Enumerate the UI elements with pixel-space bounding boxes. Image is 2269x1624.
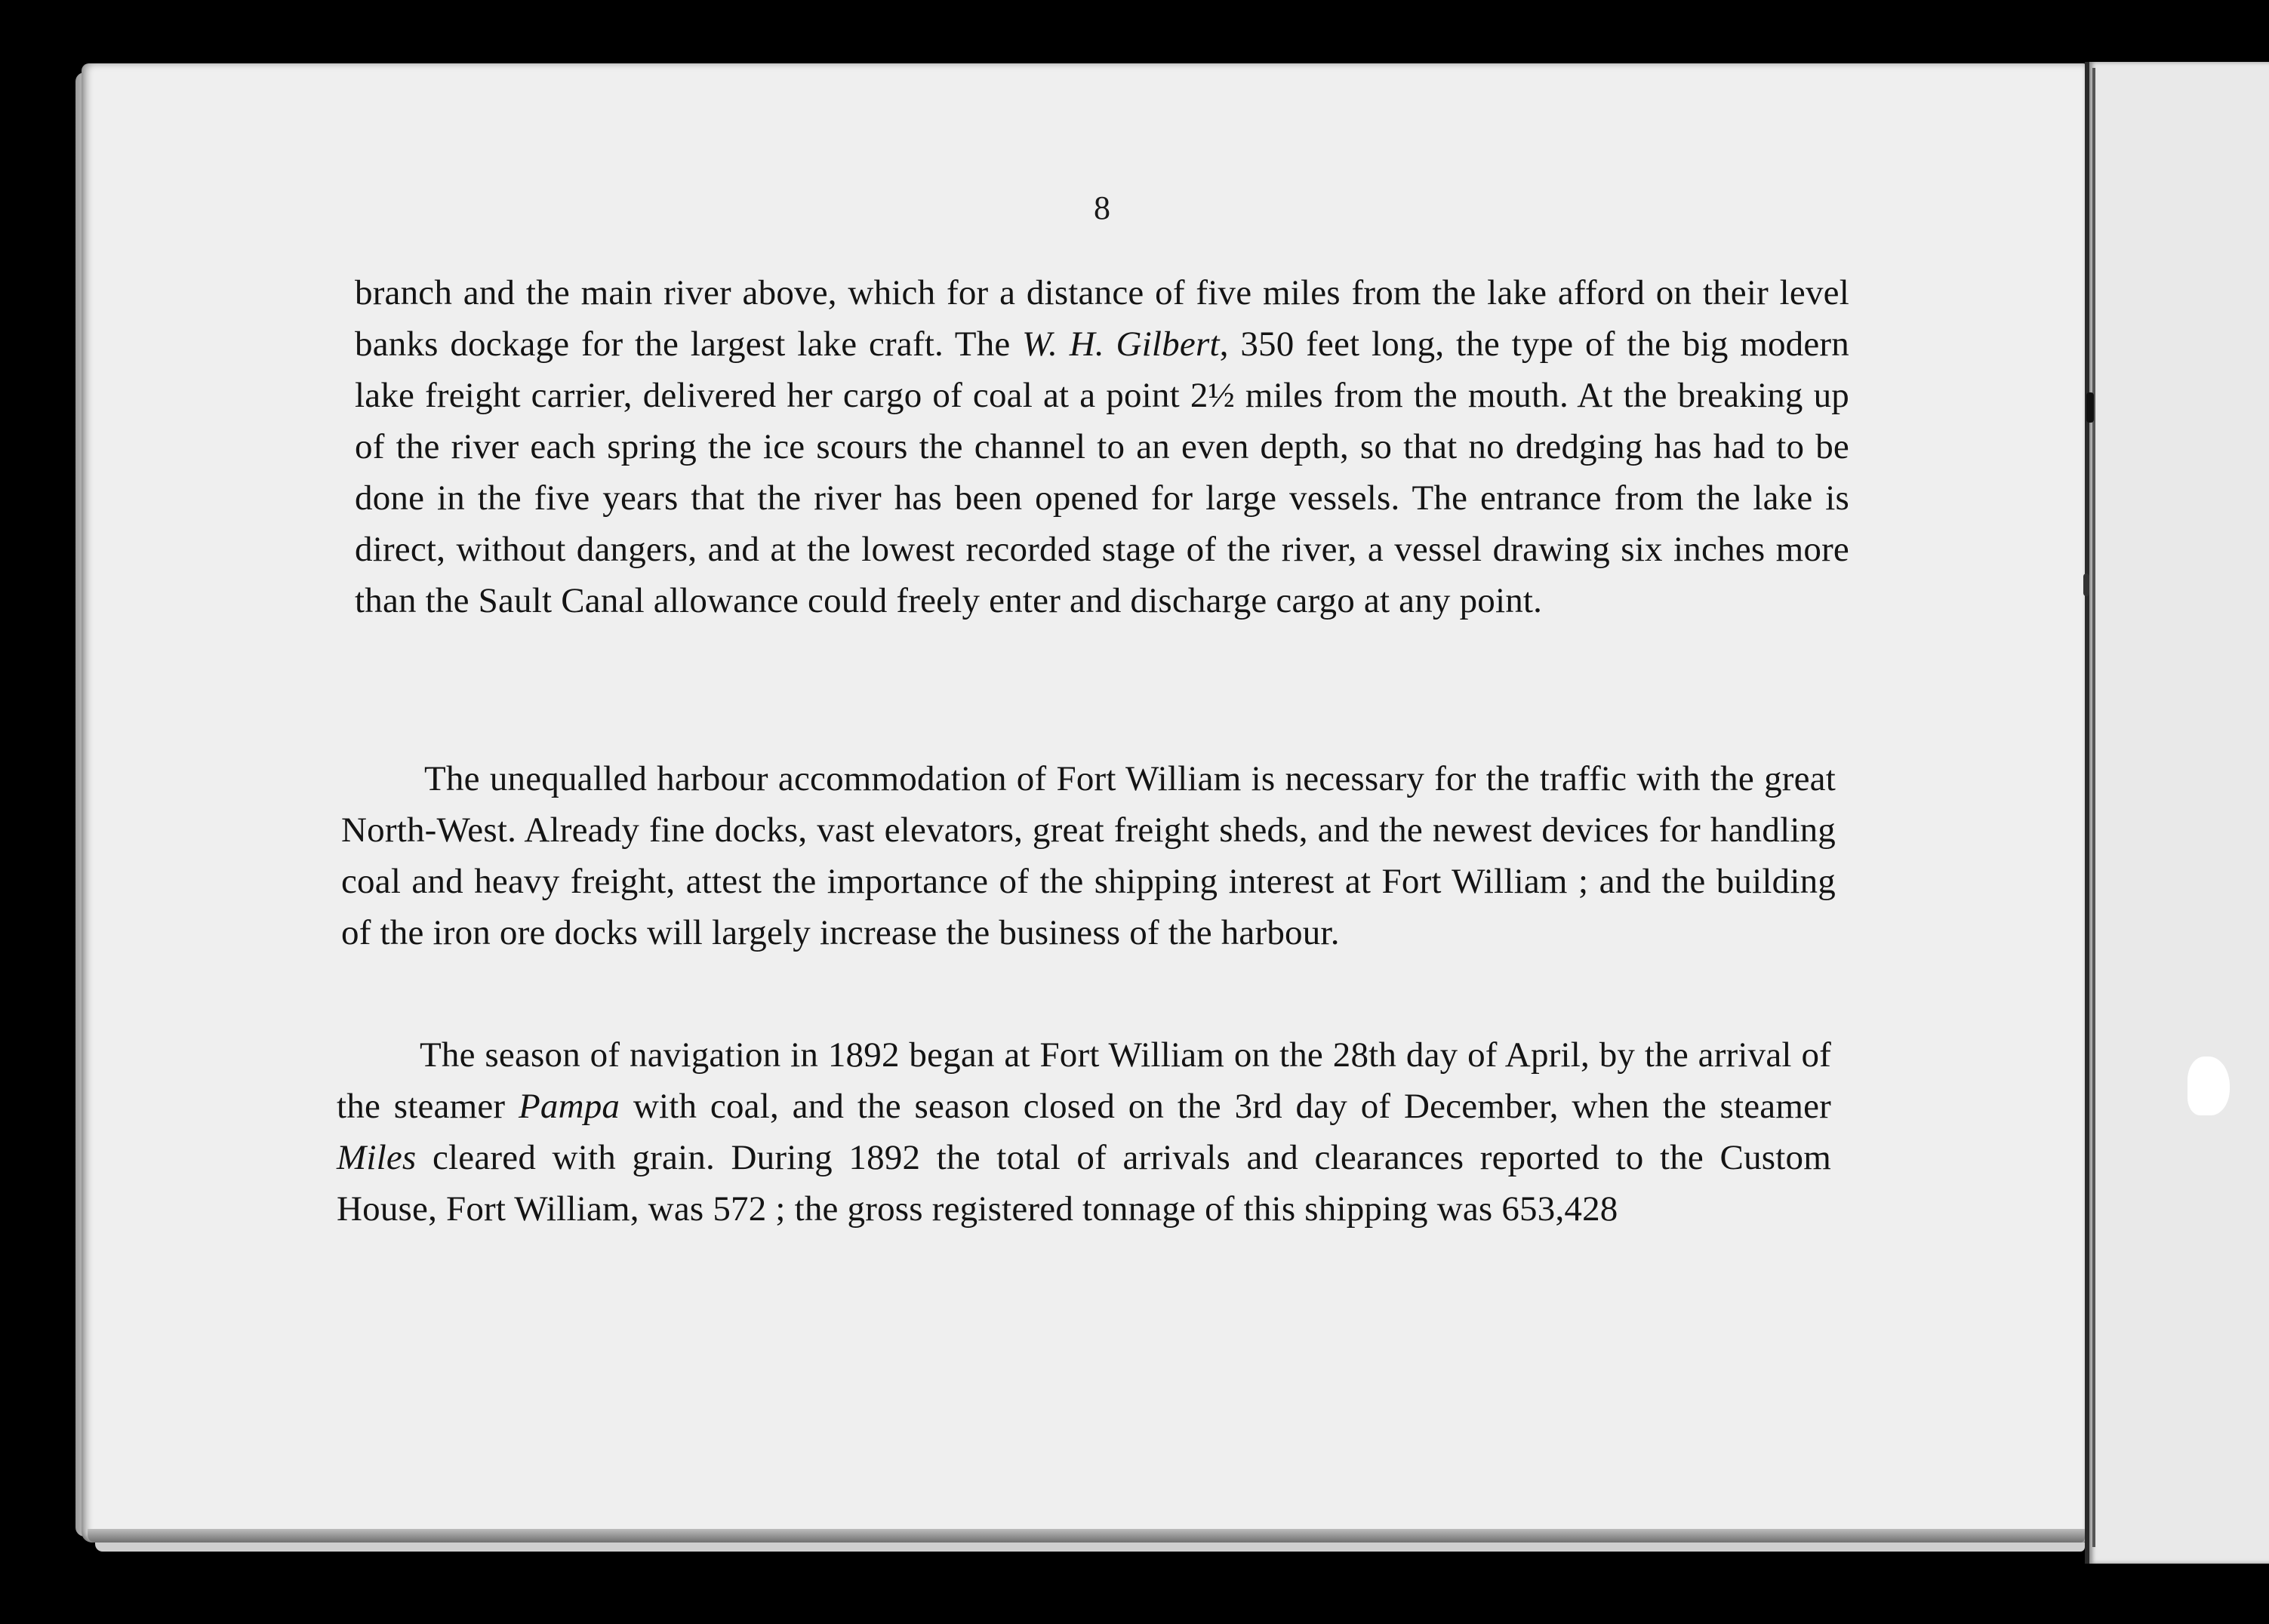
paragraph [355,267,1849,626]
page-bottom-edge [88,1529,2085,1542]
text-run: branch and the main river above, which for a distance of five miles from the lake afford on their level banks dockage for the largest lake craft. The [355,273,1849,364]
facing-page [2085,62,2269,1564]
paragraph [337,1029,1831,1235]
page-stack-edge [95,1542,2085,1552]
text-run: cleared with grain. During 1892 the total of arrivals and clearances reported to the Custom House, Fort William, was 572 ; the gross registered tonnage of this shipping was 653,428 [337,1138,1831,1229]
binding-mark [2086,392,2094,423]
text-run: with coal, and the season closed on the 3rd day of December, when the steamer [620,1087,1831,1126]
scan-speck [2187,1057,2230,1115]
italic-run: Miles [337,1138,417,1177]
gutter-line [2092,68,2095,1547]
italic-run: W. H. Gilbert [1022,324,1220,364]
text-run: The season of navigation in 1892 began at Fort William on the 28th day of April, by the arrival of the steamer [337,1035,1831,1126]
text-run: , 350 feet long, the type of the big modern lake freight carrier, delivered her cargo of coal at a point 2½ miles from the mouth. At the breaking up of the river each spring the ice scours the channel to an even depth, so that no dredging has had to be done in the five years that the river has been opened for large vessels. The entrance from the lake is direct, without dangers, and at the lowest recorded stage of the river, a vessel drawing six inches more than the Sault Canal allowance could freely enter and discharge cargo at any point. [355,324,1849,620]
page-number: 8 [1094,189,1110,226]
binding-mark [2083,574,2089,596]
text-run: The unequalled harbour accommodation of Fort William is necessary for the traffic with the great North-West. Already fine docks, vast elevators, great freight sheds, and the newest devices for handling coal and heavy freight, attest the importance of the shipping interest at Fort William ; and the building of the iron ore docks will largely increase the business of the harbour. [341,759,1836,952]
italic-run: Pampa [518,1087,620,1126]
paragraph [341,753,1836,958]
